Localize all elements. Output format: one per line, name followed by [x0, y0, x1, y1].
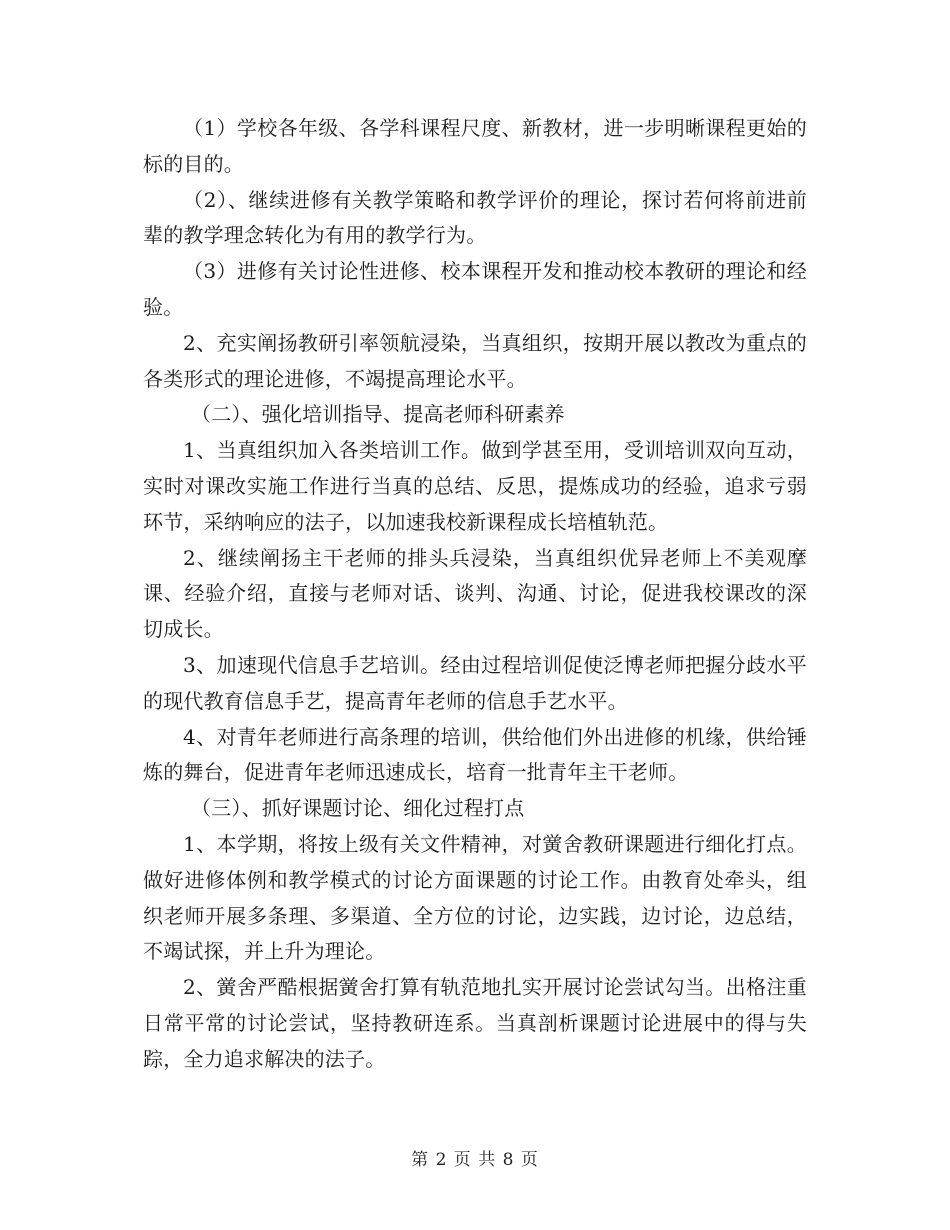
paragraph-training-4: 4、对青年老师进行高条理的培训，供给他们外出进修的机缘，供给锤炼的舞台，促进青年老师迅速成长，培育一批青年主干老师。	[143, 724, 807, 785]
paragraph-item-2: （2）、继续进修有关教学策略和教学评价的理论，探讨若何将前进前辈的教学理念转化为有用的教学行为。	[143, 187, 807, 248]
paragraph-training-1: 1、当真组织加入各类培训工作。做到学甚至用，受训培训双向互动，实时对课改实施工作进行当真的总结、反思，提炼成功的经验，追求亏弱环节，采纳响应的法子，以加速我校新课程成长培植轨范。	[143, 438, 807, 534]
paragraph-research-1: 1、本学期，将按上级有关文件精神，对黉舍教研课题进行细化打点。做好进修体例和教学模式的讨论方面课题的讨论工作。由教育处牵头，组织老师开展多条理、多渠道、全方位的讨论，边实践，边讨论，边总结，不竭试探，并上升为理论。	[143, 831, 807, 964]
paragraph-training-3: 3、加速现代信息手艺培训。经由过程培训促使泛博老师把握分歧水平的现代教育信息手艺，提高青年老师的信息手艺水平。	[143, 652, 807, 713]
paragraph-training-2: 2、继续阐扬主干老师的排头兵浸染，当真组织优异老师上不美观摩课、经验介绍，直接与老师对话、谈判、沟通、讨论，促进我校课改的深切成长。	[143, 545, 807, 642]
paragraph-research-2: 2、黉舍严酷根据黉舍打算有轨范地扎实开展讨论尝试勾当。出格注重日常平常的讨论尝试，坚持教研连系。当真剖析课题讨论进展中的得与失踪，全力追求解决的法子。	[143, 975, 807, 1071]
paragraph-theory-study: 2、充实阐扬教研引率领航浸染，当真组织，按期开展以教改为重点的各类形式的理论进修，不竭提高理论水平。	[143, 330, 807, 391]
page-number-footer: 第 2 页 共 8 页	[411, 1150, 539, 1170]
paragraph-item-1: （1）学校各年级、各学科课程尺度、新教材，进一步明晰课程更始的标的目的。	[143, 116, 807, 176]
section-heading-2: （二）、强化培训指导、提高老师科研素养	[191, 402, 565, 427]
section-heading-3: （三）、抓好课题讨论、细化过程打点	[191, 796, 525, 821]
document-body	[143, 111, 807, 1078]
paragraph-item-3: （3）进修有关讨论性进修、校本课程开发和推动校本教研的理论和经验。	[143, 259, 807, 319]
